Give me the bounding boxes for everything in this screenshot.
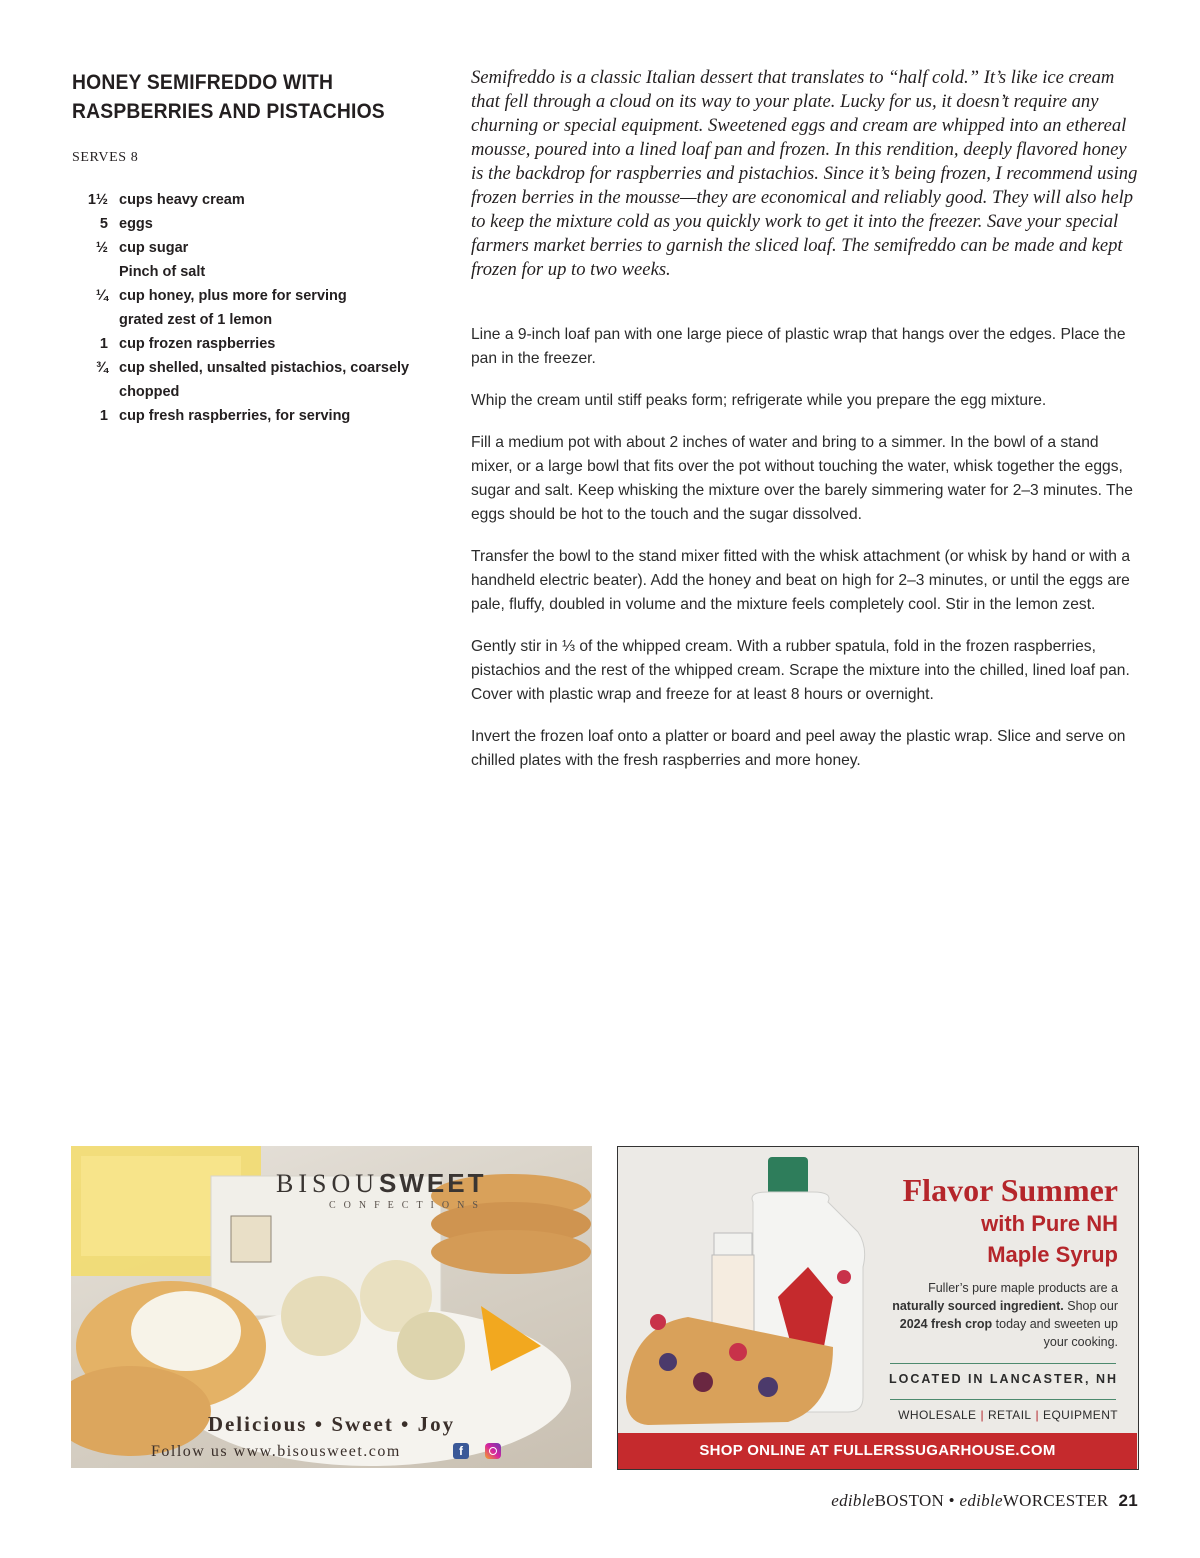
ingredient-item: Pinch of salt [119,264,206,280]
page-footer [831,1491,1138,1511]
fullers-sub-line2: Maple Syrup [987,1242,1118,1267]
recipe-title-line1: HONEY SEMIFREDDO WITH [72,71,334,94]
link-retail[interactable]: RETAIL [987,1408,1032,1422]
ingredient-item: cup fresh raspberries, for serving [119,408,351,424]
serves-label: SERVES 8 [72,150,139,165]
fullers-location: LOCATED IN LANCASTER, NH [888,1372,1118,1386]
shop-online-button[interactable]: SHOP ONLINE AT FULLERSSUGARHOUSE.COM [618,1433,1137,1469]
page-number: 21 [1118,1491,1138,1510]
ingredient-item: cup shelled, unsalted pistachios, coarsely chopped [119,360,410,400]
brand-light: BISOU [276,1169,380,1198]
fullers-links [898,1408,1118,1422]
ingredient-row [72,356,432,404]
recipe-title-line2: RASPBERRIES AND PISTACHIOS [72,100,385,123]
fullers-headline: Flavor Summer [902,1172,1118,1208]
body-bold: naturally sourced ingredient. [892,1299,1064,1313]
ingredient-row [72,212,432,236]
step-paragraph: Whip the cream until stiff peaks form; refrigerate while you prepare the egg mixture. [471,392,1047,409]
ingredient-row [72,332,432,356]
fullers-ad[interactable] [617,1146,1139,1470]
step-paragraph: Line a 9-inch loaf pan with one large piece of plastic wrap that hangs over the edges. Place the pan in the freezer. [471,326,1126,367]
body-text: and sweeten up your cooking. [1029,1317,1118,1349]
ingredient-qty [72,308,108,332]
ingredient-row [72,260,432,284]
brand-bold: SWEET [379,1168,487,1198]
bisousweet-subtitle: CONFECTIONS [329,1200,486,1211]
body-text: Fuller’s pure maple products are a [928,1281,1118,1295]
bullet: • [944,1491,960,1510]
ingredient-row [72,308,432,332]
bisousweet-logo [276,1168,486,1199]
ingredient-item: eggs [119,216,153,232]
separator: | [1035,1408,1040,1422]
link-equipment[interactable]: EQUIPMENT [1043,1408,1118,1422]
recipe-intro: Semifreddo is a classic Italian dessert that translates to “half cold.” It’s like ice cream that fell through a cloud on its way to your plate. Lucky for us, it doesn’t require any churning or special equipment. Sweetened eggs and cream are whipped into an ethereal mousse, poured into a lined loaf pan and frozen. In this rendition, deeply flavored honey is the backdrop for raspberries and pistachios. Since it’s being frozen, I recommend using frozen berries in the mousse—they are economical and reliably good. They will also help to keep the mixture cold as you quickly work to get it into the freezer. Save your special farmers market berries to garnish the sliced loaf. The semifreddo can be made and kept frozen for up to two weeks. [471,67,1138,280]
step-paragraph: Transfer the bowl to the stand mixer fitted with the whisk attachment (or whisk by hand or with a handheld electric beater). Add the honey and beat on high for 2–3 minutes, or until the eggs are pale, fluffy, doubled in volume and the mixture feels completely cool. Stir in the lemon zest. [471,548,1130,613]
facebook-icon[interactable]: f [453,1443,469,1459]
ingredient-item: cup sugar [119,240,189,256]
step-paragraph: Fill a medium pot with about 2 inches of water and bring to a simmer. In the bowl of a stand mixer, or a large bowl that fits over the pot without touching the water, whisk together the eggs, sugar and salt. Keep whisking the mixture over the barely simmering water for 2–3 minutes. The eggs should be hot to the touch and the sugar dissolved. [471,434,1133,523]
publication-boston: BOSTON [874,1491,945,1510]
ingredient-qty: 5 [99,216,108,232]
publication-worcester: WORCESTER [1002,1491,1109,1510]
edible-wordmark: edible [831,1491,875,1510]
edible-wordmark: edible [959,1491,1003,1510]
divider [890,1363,1116,1364]
body-text: Shop our [1067,1299,1118,1313]
fullers-body-text [888,1279,1118,1351]
fullers-subheadline [981,1208,1118,1270]
link-wholesale[interactable]: WHOLESALE [898,1408,977,1422]
bisousweet-follow-text[interactable]: Follow us www.bisousweet.com [151,1443,401,1460]
body-bold: 2024 fresh crop [899,1317,993,1331]
step-paragraph: Gently stir in ⅓ of the whipped cream. With a rubber spatula, fold in the frozen raspberries, pistachios and the rest of the whipped cream. Scrape the mixture into the chilled, lined loaf pan. Cover with plastic wrap and freeze for at least 8 hours or overnight. [471,638,1130,703]
recipe-steps [471,323,1139,791]
ingredient-row [72,284,432,308]
ingredient-list [72,188,432,428]
fullers-sub-line1: with Pure NH [981,1211,1118,1236]
ingredient-qty [72,260,108,284]
ingredient-item: cups heavy cream [119,192,245,208]
ingredient-row [72,404,432,428]
bisousweet-ad[interactable] [71,1146,592,1468]
ingredient-qty: 1½ [87,192,108,208]
ingredient-qty: 1 [99,336,108,352]
ingredient-qty: 1 [99,408,108,424]
instagram-icon[interactable] [485,1443,501,1459]
ingredient-row [72,188,432,212]
ingredient-item: cup frozen raspberries [119,336,276,352]
body-text: today [995,1317,1027,1331]
divider [890,1399,1116,1400]
ingredient-qty: ½ [95,240,108,256]
ingredient-qty: ¼ [95,288,108,304]
ingredient-item: cup honey, plus more for serving [119,288,347,304]
ingredient-row [72,236,432,260]
ingredient-qty: ¾ [95,360,108,376]
separator: | [980,1408,984,1422]
bisousweet-tagline: Delicious • Sweet • Joy [207,1412,456,1436]
ingredient-item: grated zest of 1 lemon [119,312,273,328]
step-paragraph: Invert the frozen loaf onto a platter or board and peel away the plastic wrap. Slice and serve on chilled plates with the fresh raspberries and more honey. [471,728,1126,769]
recipe-title [72,68,403,126]
